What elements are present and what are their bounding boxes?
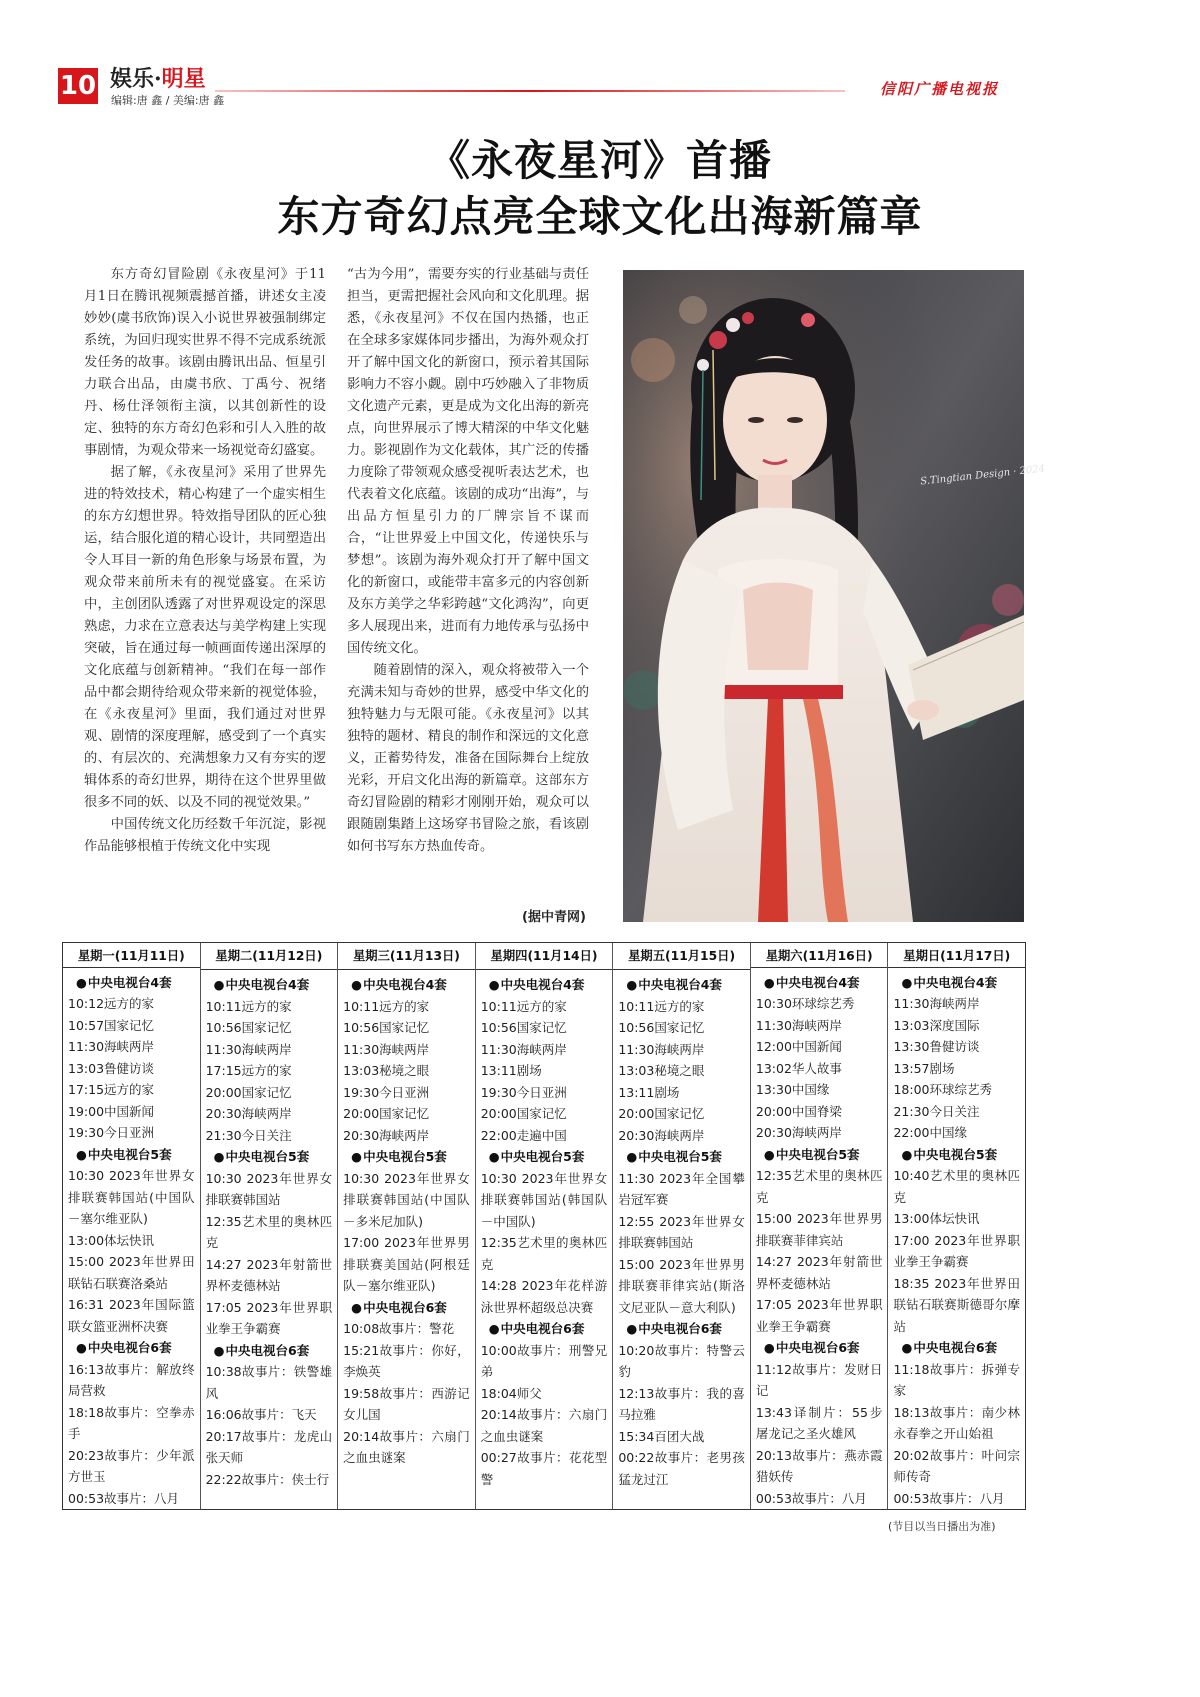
program-item: 10:40艺术里的奥林匹克 <box>893 1168 1021 1205</box>
program-item: 12:35艺术里的奥林匹克 <box>755 1168 883 1205</box>
schedule-day-header: 星期三(11月13日) <box>338 943 475 970</box>
channel-heading: ● 中央电视台6套 <box>618 1318 745 1340</box>
schedule-day-header: 星期二(11月12日) <box>201 943 338 970</box>
program-item: 14:27 2023年射箭世界杯麦德林站 <box>755 1254 883 1291</box>
program-item: 19:30今日亚洲 <box>68 1125 155 1140</box>
article-photo <box>623 270 1024 922</box>
channel-heading: ● 中央电视台5套 <box>343 1146 470 1168</box>
program-item: 20:00中国脊梁 <box>755 1103 842 1119</box>
program-item: 16:06故事片：飞天 <box>205 1407 317 1422</box>
program-item: 13:11剧场 <box>618 1084 680 1100</box>
program-item: 13:03深度国际 <box>893 1017 980 1033</box>
program-item: 11:30 2023年全国攀岩冠军赛 <box>618 1170 745 1207</box>
program-item: 10:57国家记忆 <box>68 1017 155 1033</box>
section-title <box>110 62 206 93</box>
channel-heading: ● 中央电视台4套 <box>206 974 333 996</box>
channel-heading: ● 中央电视台6套 <box>206 1340 333 1362</box>
program-item: 10:30环球综艺秀 <box>755 996 855 1011</box>
schedule-day-column <box>476 943 614 1509</box>
program-item: 18:18故事片：空拳赤手 <box>68 1404 195 1441</box>
program-item: 10:30 2023年世界女排联赛韩国站(中国队－多米尼加队) <box>343 1170 470 1229</box>
program-item: 13:02华人故事 <box>755 1060 842 1076</box>
program-item: 20:23故事片：少年派方世玉 <box>68 1447 195 1484</box>
photo-signature: S.Tingtian Design · 2024 <box>919 463 1046 488</box>
program-item: 10:56国家记忆 <box>205 1020 292 1035</box>
schedule-day-header: 星期日(11月17日) <box>888 943 1025 968</box>
article-paragraph: 随着剧情的深入，观众将被带入一个充满未知与奇妙的世界，感受中华文化的独特魅力与无限可能。《永夜星河》以其独特的题材、精良的制作和深远的文化意义，正蓄势待发，准备在国际舞台上绽放光彩，开启文化出海的新篇章。这部东方奇幻冒险剧的精彩才刚刚开始，观众可以跟随剧集踏上这场穿书冒险之旅，看该剧如何书写东方热血传奇。 <box>347 663 589 854</box>
schedule-day-body <box>201 970 338 1490</box>
program-item: 19:58故事片：西游记女儿国 <box>343 1385 470 1422</box>
section-title-right: 明星 <box>161 66 206 92</box>
schedule-day-column <box>201 943 339 1509</box>
program-item: 10:30 2023年世界女排联赛韩国站(韩国队－中国队) <box>480 1170 608 1229</box>
program-item: 14:28 2023年花样游泳世界杯超级总决赛 <box>480 1278 608 1315</box>
channel-heading: ● 中央电视台4套 <box>481 974 608 996</box>
program-item: 10:56国家记忆 <box>480 1020 567 1035</box>
program-item: 20:14故事片：六扇门之血虫谜案 <box>343 1428 470 1465</box>
program-item: 17:05 2023年世界职业拳王争霸赛 <box>205 1299 333 1336</box>
schedule-day-header: 星期四(11月14日) <box>476 943 613 970</box>
program-item: 10:56国家记忆 <box>618 1020 705 1035</box>
channel-heading: ● 中央电视台4套 <box>618 974 745 996</box>
schedule-day-body <box>476 970 613 1490</box>
program-item: 17:00 2023年世界男排联赛美国站(阿根廷队－塞尔维亚队) <box>343 1235 470 1293</box>
program-item: 20:00国家记忆 <box>618 1106 705 1121</box>
channel-heading: ● 中央电视台4套 <box>68 972 195 994</box>
program-item: 18:13故事片：南少林永春拳之开山始祖 <box>893 1404 1021 1441</box>
channel-heading: ● 中央电视台6套 <box>68 1337 195 1359</box>
program-item: 13:57剧场 <box>893 1060 955 1076</box>
channel-heading: ● 中央电视台4套 <box>893 972 1020 994</box>
program-item: 10:11远方的家 <box>205 998 292 1014</box>
program-item: 12:35艺术里的奥林匹克 <box>205 1213 333 1250</box>
article-paragraph: 东方奇幻冒险剧《永夜星河》于11月1日在腾讯视频震撼首播，讲述女主凌妙妙(虞书欣饰)误入小说世界被强制绑定系统，为回归现实世界不得不完成系统派发任务的故事。该剧由腾讯出品、恒星引力联合出品，由虞书欣、丁禹兮、祝绪丹、杨仕泽领衔主演，以其创新性的设定、独特的东方奇幻色彩和引人入胜的故事剧情，为观众带来一场视觉奇幻盛宴。 <box>84 267 326 458</box>
program-item: 15:00 2023年世界男排联赛菲律宾站(斯洛文尼亚队－意大利队) <box>618 1256 745 1315</box>
program-item: 19:30今日亚洲 <box>343 1084 430 1100</box>
newspaper-masthead: 信阳广播电视报 <box>880 80 1000 98</box>
program-item: 15:00 2023年世界男排联赛菲律宾站 <box>755 1211 883 1248</box>
program-item: 10:11远方的家 <box>480 998 567 1014</box>
tv-schedule-table <box>62 942 1026 1510</box>
program-item: 11:30海峡两岸 <box>205 1041 292 1057</box>
article-column-2 <box>347 264 589 858</box>
program-item: 10:00故事片：刑警兄弟 <box>480 1342 608 1379</box>
program-item: 17:15远方的家 <box>205 1063 292 1078</box>
program-item: 00:27故事片：花花型警 <box>480 1450 608 1487</box>
channel-heading: ● 中央电视台6套 <box>481 1318 608 1340</box>
program-item: 16:31 2023年国际篮联女篮亚洲杯决赛 <box>68 1297 195 1334</box>
program-item: 10:08故事片：警花 <box>343 1321 455 1336</box>
program-item: 11:30海峡两岸 <box>893 996 980 1011</box>
program-item: 14:27 2023年射箭世界杯麦德林站 <box>205 1256 333 1293</box>
program-item: 16:13故事片：解放终局营救 <box>68 1361 195 1398</box>
schedule-day-header: 星期一(11月11日) <box>63 943 200 968</box>
schedule-day-column <box>751 943 889 1509</box>
program-item: 11:30海峡两岸 <box>755 1017 842 1033</box>
program-item: 12:55 2023年世界女排联赛韩国站 <box>618 1213 745 1250</box>
program-item: 11:30海峡两岸 <box>480 1041 567 1057</box>
program-item: 13:00体坛快讯 <box>893 1211 980 1226</box>
schedule-day-column <box>888 943 1025 1509</box>
program-item: 10:20故事片：特警云豹 <box>618 1342 745 1379</box>
channel-heading: ● 中央电视台5套 <box>68 1144 195 1166</box>
program-item: 13:03秘境之眼 <box>343 1063 430 1078</box>
channel-heading: ● 中央电视台5套 <box>618 1146 745 1168</box>
program-item: 15:21故事片：你好，李焕英 <box>343 1342 470 1379</box>
program-item: 20:30海峡两岸 <box>343 1127 430 1143</box>
program-item: 20:30海峡两岸 <box>205 1106 292 1121</box>
program-item: 20:30海峡两岸 <box>618 1127 705 1143</box>
article-source: (据中青网) <box>522 910 586 925</box>
article-paragraph: “古为今用”，需要夯实的行业基础与责任担当，更需把握社会风向和文化肌理。据悉，《永夜星河》不仅在国内热播，也正在全球多家媒体同步播出，为海外观众打开了解中国文化的新窗口，预示着其国际影响力不容小觑。剧中巧妙融入了非物质文化遗产元素，更是成为文化出海的新亮点，向世界展示了博大精深的中华文化魅力。影视剧作为文化载体，其广泛的传播力度除了带领观众感受视听表达艺术，也代表着文化底蕴。该剧的成功“出海”，与出品方恒星引力的厂牌宗旨不谋而合，“让世界爱上中国文化，传递快乐与梦想”。该剧为海外观众打开了解中国文化的新窗口，或能带丰富多元的内容创新及东方美学之华彩跨越“文化鸿沟”，向更多人展现出来，进而有力地传承与弘扬中国传统文化。 <box>347 267 589 656</box>
editor-credit: 编辑:唐 鑫 / 美编:唐 鑫 <box>111 94 225 107</box>
program-item: 19:00中国新闻 <box>68 1103 155 1119</box>
program-item: 22:00走遍中国 <box>480 1127 567 1143</box>
program-item: 13:03鲁健访谈 <box>68 1060 155 1076</box>
section-title-left: 娱乐· <box>110 66 162 92</box>
program-item: 20:02故事片：叶问宗师传奇 <box>893 1447 1021 1484</box>
program-item: 10:12远方的家 <box>68 996 155 1011</box>
program-item: 20:14故事片：六扇门之血虫谜案 <box>480 1407 608 1444</box>
program-item: 13:43译制片：55步屠龙记之圣火雄风 <box>755 1404 883 1441</box>
program-item: 22:00中国缘 <box>893 1125 967 1140</box>
channel-heading: ● 中央电视台6套 <box>343 1297 470 1319</box>
schedule-day-body <box>751 968 888 1510</box>
program-item: 15:00 2023年世界田联钻石联赛洛桑站 <box>68 1254 195 1291</box>
program-item: 20:00国家记忆 <box>343 1106 430 1121</box>
header-divider <box>215 90 845 92</box>
schedule-day-column <box>338 943 476 1509</box>
program-item: 10:30 2023年世界女排联赛韩国站(中国队－塞尔维亚队) <box>68 1168 195 1226</box>
program-item: 17:00 2023年世界职业拳王争霸赛 <box>893 1232 1021 1269</box>
channel-heading: ● 中央电视台6套 <box>756 1337 883 1359</box>
program-item: 12:35艺术里的奥林匹克 <box>480 1235 608 1272</box>
photo-illustration <box>623 270 1024 922</box>
program-item: 20:17故事片：龙虎山张天师 <box>205 1428 333 1465</box>
program-item: 20:30海峡两岸 <box>755 1125 842 1140</box>
headline-sub: 东方奇幻点亮全球文化出海新篇章 <box>277 192 923 241</box>
program-item: 10:56国家记忆 <box>343 1020 430 1035</box>
schedule-day-body <box>63 968 200 1510</box>
program-item: 11:30海峡两岸 <box>618 1041 705 1057</box>
article-column-1 <box>84 264 326 858</box>
program-item: 10:11远方的家 <box>343 998 430 1014</box>
channel-heading: ● 中央电视台5套 <box>481 1146 608 1168</box>
program-item: 20:00国家记忆 <box>205 1084 292 1100</box>
program-item: 21:30今日关注 <box>893 1103 980 1119</box>
schedule-day-body <box>613 970 750 1490</box>
program-item: 11:30海峡两岸 <box>343 1041 430 1057</box>
program-item: 21:30今日关注 <box>205 1127 292 1143</box>
channel-heading: ● 中央电视台4套 <box>343 974 470 996</box>
program-item: 11:30海峡两岸 <box>68 1039 155 1054</box>
program-item: 18:04师父 <box>480 1385 542 1401</box>
program-item: 20:00国家记忆 <box>480 1106 567 1121</box>
program-item: 00:53故事片：八月 <box>68 1490 180 1506</box>
program-item: 13:03秘境之眼 <box>618 1063 705 1078</box>
program-item: 13:11剧场 <box>480 1063 542 1078</box>
program-item: 17:15远方的家 <box>68 1082 155 1097</box>
program-item: 12:13故事片：我的喜马拉雅 <box>618 1385 745 1422</box>
schedule-day-body <box>888 968 1025 1510</box>
channel-heading: ● 中央电视台5套 <box>756 1144 883 1166</box>
schedule-day-column <box>613 943 751 1509</box>
schedule-day-header: 星期五(11月15日) <box>613 943 750 970</box>
program-item: 11:18故事片：拆弹专家 <box>893 1361 1021 1398</box>
article-paragraph: 据了解，《永夜星河》采用了世界先进的特效技术，精心构建了一个虚实相生的东方幻想世界。特效指导团队的匠心独运，结合服化道的精心设计，共同塑造出令人耳目一新的角色形象与场景布置，为观众带来前所未有的视觉盛宴。在采访中，主创团队透露了对世界观设定的深思熟虑，力求在立意表达与美学构建上实现突破，旨在通过每一帧画面传递出深厚的文化底蕴与创新精神。“我们在每一部作品中都会期待给观众带来新的视觉体验，在《永夜星河》里面，我们通过对世界观、剧情的深度理解，感受到了一个真实的、有层次的、充满想象力又有夯实的逻辑体系的奇幻世界，期待在这个世界里做很多不同的妖、以及不同的视觉效果。” <box>84 465 326 810</box>
program-item: 12:00中国新闻 <box>755 1039 842 1054</box>
schedule-day-column <box>63 943 201 1509</box>
article-paragraph: 中国传统文化历经数千年沉淀，影视作品能够根植于传统文化中实现 <box>84 817 326 854</box>
program-item: 13:30鲁健访谈 <box>893 1039 980 1054</box>
program-item: 13:00体坛快讯 <box>68 1232 155 1248</box>
channel-heading: ● 中央电视台5套 <box>206 1146 333 1168</box>
program-item: 15:34百团大战 <box>618 1428 705 1444</box>
program-item: 13:30中国缘 <box>755 1082 830 1097</box>
program-item: 18:35 2023年世界田联钻石联赛斯德哥尔摩站 <box>893 1275 1021 1334</box>
schedule-day-body <box>338 970 475 1469</box>
program-item: 19:30今日亚洲 <box>480 1084 567 1100</box>
program-item: 11:12故事片：发财日记 <box>755 1361 883 1398</box>
channel-heading: ● 中央电视台6套 <box>893 1337 1020 1359</box>
headline-main: 《永夜星河》首播 <box>427 136 772 185</box>
program-item: 00:53故事片：八月 <box>893 1490 1005 1506</box>
page-number: 10 <box>58 68 98 104</box>
program-item: 17:05 2023年世界职业拳王争霸赛 <box>755 1297 883 1334</box>
program-item: 10:11远方的家 <box>618 998 705 1014</box>
program-item: 00:22故事片：老男孩猛龙过江 <box>618 1450 745 1487</box>
program-item: 20:13故事片：燕赤霞猎妖传 <box>755 1447 883 1484</box>
schedule-day-header: 星期六(11月16日) <box>751 943 888 968</box>
program-item: 10:38故事片：铁警雄风 <box>205 1364 333 1401</box>
program-item: 00:53故事片：八月 <box>755 1490 867 1506</box>
channel-heading: ● 中央电视台4套 <box>756 972 883 994</box>
schedule-note: (节目以当日播出为准) <box>888 1520 996 1533</box>
channel-heading: ● 中央电视台5套 <box>893 1144 1020 1166</box>
program-item: 22:22故事片：侠士行 <box>205 1471 330 1487</box>
program-item: 10:30 2023年世界女排联赛韩国站 <box>205 1170 333 1207</box>
program-item: 18:00环球综艺秀 <box>893 1082 992 1097</box>
